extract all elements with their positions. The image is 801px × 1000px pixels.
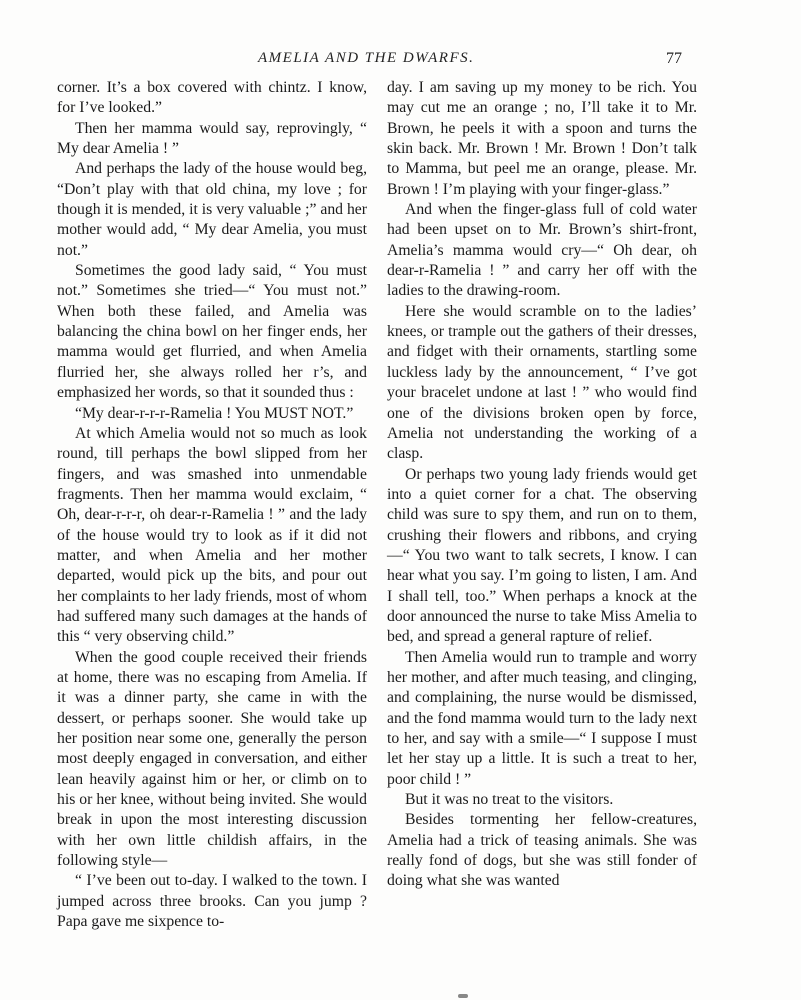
- paragraph: corner. It’s a box covered with chintz. I know, for I’ve looked.”: [57, 79, 367, 117]
- paragraph: “My dear-r-r-r-Ramelia ! You MUST NOT.”: [75, 404, 354, 422]
- paragraph: Besides tormenting her fellow-creatures, Amelia had a trick of teasing animals. She was really fond of dogs, but she was still fonder of doing what she was wanted: [387, 811, 697, 890]
- paragraph: day. I am saving up my money to be rich. You may cut me an orange ; no, I’ll take it to Mr. Brown, he peels it with a spoon and turns the skin back. Mr. Brown ! Mr. Brown ! Don’t talk to Mamma, but peel me an orange, please. Mr. Brown ! I’m playing with your finger-glass.”: [387, 79, 697, 198]
- scan-speck: [458, 994, 468, 998]
- paragraph: And when the finger-glass full of cold water had been upset on to Mr. Brown’s shirt-front, Amelia’s mamma would cry—“ Oh dear, oh dear-r-Ramelia ! ” and carry her off with the ladies to the drawing-room.: [387, 201, 697, 300]
- running-head: AMELIA AND THE DWARFS.: [258, 50, 475, 66]
- paragraph: Then Amelia would run to trample and worry her mother, and after much teasing, and clinging, and complaining, the nurse would be dismissed, and the fond mamma would turn to the lady next to her, and say with a smile—“ I suppose I must let her stay up a little. It is such a treat to her, poor child ! ”: [387, 648, 697, 788]
- paragraph: Then her mamma would say, reprovingly, “ My dear Amelia ! ”: [57, 119, 367, 158]
- paragraph: Sometimes the good lady said, “ You must not.” Sometimes she tried—“ You must not.” When both these failed, and Amelia was balancing the china bowl on her finger ends, her mamma would get flurried, and when Amelia flurried her, she always rolled her r’s, and emphasized her words, so that it sounded thus :: [57, 262, 367, 402]
- paragraph: And perhaps the lady of the house would beg, “Don’t play with that old china, my love ; for though it is mended, it is very valuable ;” and her mother would add, “ My dear Amelia, you must not.”: [57, 160, 367, 259]
- paragraph: Here she would scramble on to the ladies’ knees, or trample out the gathers of their dresses, and fidget with their ornaments, startling some luckless lady by the announcement, “ I’ve got your bracelet undone at last ! ” who would find one of the divisions broken open by force, Amelia not understanding the working of a clasp.: [387, 302, 697, 463]
- paragraph: “ I’ve been out to-day. I walked to the town. I jumped across three brooks. Can you jump ? Papa gave me sixpence to-: [57, 872, 367, 931]
- paragraph: When the good couple received their friends at home, there was no escaping from Amelia. If it was a dinner party, she came in with the dessert, or perhaps sooner. She would take up her position near some one, generally the person most deeply engaged in conversation, and either lean heavily against him or her, or climb on to his or her knee, without being invited. She would break in upon the most interesting discussion with her own little childish affairs, in the following style—: [57, 648, 367, 870]
- right-column: [387, 78, 697, 892]
- left-column: [57, 78, 367, 932]
- paragraph: Or perhaps two young lady friends would get into a quiet corner for a chat. The observing child was sure to spy them, and run on to them, crushing their flowers and ribbons, and crying—“ You two want to talk secrets, I know. I can hear what you say. I’m going to listen, I am. And I shall tell, too.” When perhaps a knock at the door announced the nurse to take Miss Amelia to bed, and spread a general rapture of relief.: [387, 465, 697, 646]
- paragraph: At which Amelia would not so much as look round, till perhaps the bowl slipped from her fingers, and was smashed into unmendable fragments. Then her mamma would exclaim, “ Oh, dear-r-r-r, oh dear-r-Ramelia ! ” and the lady of the house would try to look as if it did not matter, and when Amelia and her mother departed, would pick up the bits, and pour out her complaints to her lady friends, most of whom had suffered many such damages at the hands of this “ very observing child.”: [57, 424, 367, 646]
- page-number: 77: [666, 50, 682, 67]
- paragraph: But it was no treat to the visitors.: [405, 791, 614, 809]
